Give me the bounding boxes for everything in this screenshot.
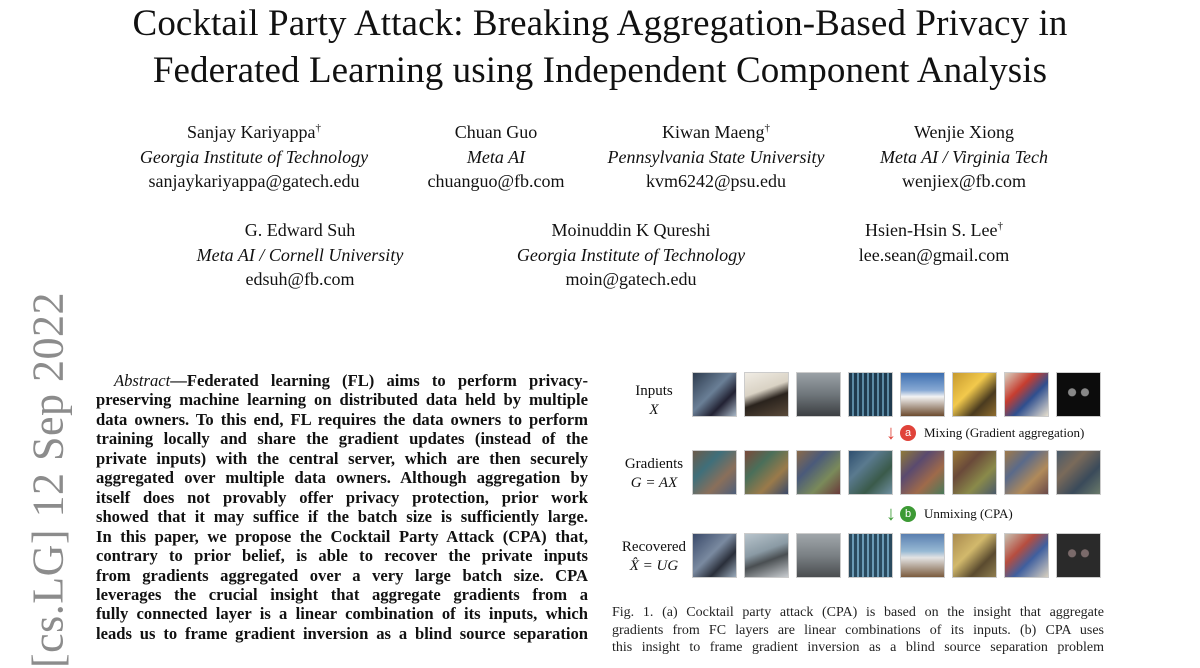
recovered-image-thumbnail [744,533,789,578]
abstract-line: contrary to prior belief, is able to recover the private inputs [96,546,588,566]
recovered-image-thumbnail [952,533,997,578]
figure-step-unmixing [886,504,1013,524]
caption-line: gradients from FC layers are linear combinations of its inputs. (b) CPA uses [612,622,1104,638]
author-name: Moinuddin K Qureshi [551,220,711,240]
input-image-thumbnail [952,372,997,417]
author-affiliation: Meta AI [466,146,526,167]
input-image-thumbnail [692,372,737,417]
abstract-lead: Abstract [114,371,171,390]
arrow-down-icon: ↓ [886,503,896,525]
author-name: Hsien-Hsin S. Lee [865,220,998,240]
author-mark: † [764,122,770,134]
author-email: edsuh@fb.com [245,269,355,289]
input-image-thumbnail [744,372,789,417]
author-name: Sanjay Kariyappa [187,122,316,142]
input-image-thumbnail [1004,372,1049,417]
paper-title [0,0,1200,94]
abstract-line: from gradients aggregated over a very large batch size. CPA [96,565,588,585]
author-block-5 [172,218,428,292]
author-name: Chuan Guo [454,122,538,142]
gradient-image-thumbnail [1056,450,1101,495]
abstract-line: In this paper, we propose the Cocktail Party Attack (CPA) that, [96,526,588,546]
author-block-7 [832,218,1036,267]
author-block-1 [126,120,382,194]
author-name: G. Edward Suh [244,220,356,240]
gradient-image-thumbnail [900,450,945,495]
author-affiliation: Pennsylvania State University [607,146,825,167]
caption-line: this insight to frame gradient inversion as a blind source separation problem [612,640,1104,655]
abstract-line: training locally and share the gradient updates (instead of the [96,429,588,449]
gradient-image-thumbnail [692,450,737,495]
figure-row-label-gradients: Gradients G = AX [624,456,684,491]
abstract-line: leads us to frame gradient inversion as a blind source separation [96,623,588,643]
author-block-2 [406,120,586,194]
input-image-thumbnail [796,372,841,417]
author-email: moin@gatech.edu [565,269,697,289]
input-image-thumbnail [1056,372,1101,417]
abstract-line: leverages the crucial insight that aggregate gradients from a [96,584,588,604]
abstract-line: fully connected layer is a linear combination of its inputs, which [96,604,588,624]
abstract [96,371,588,643]
recovered-image-thumbnail [900,533,945,578]
author-affiliation: Georgia Institute of Technology [516,244,746,265]
step-badge-b: b [900,506,916,522]
figure-step-mixing [886,423,1084,443]
caption-line: Fig. 1. (a) Cocktail party attack (CPA) is based on the insight that aggregate [612,605,1104,620]
author-block-6 [498,218,764,292]
recovered-image-thumbnail [796,533,841,578]
author-block-3 [594,120,838,194]
arxiv-stamp: [cs.LG] 12 Sep 2022 [23,291,73,668]
author-affiliation: Meta AI / Cornell University [196,244,404,265]
author-mark: † [997,220,1003,232]
figure-row-label-inputs: Inputs X [635,383,673,418]
abstract-line-1: Abstract—Federated learning (FL) aims to perform privacy- [114,371,588,390]
recovered-image-thumbnail [848,533,893,578]
author-affiliation: Georgia Institute of Technology [139,146,369,167]
abstract-line: showed that it may suffice if the batch size is sufficiently large. [96,507,588,527]
arrow-down-icon: ↓ [886,422,896,444]
author-email: chuanguo@fb.com [427,171,565,191]
abstract-line: itself does not provably offer privacy protection, prior work [96,487,588,507]
step-badge-a: a [900,425,916,441]
gradient-image-thumbnail [952,450,997,495]
abstract-line: private inputs) with the central server, which are then securely [96,448,588,468]
gradient-image-thumbnail [848,450,893,495]
input-image-thumbnail [900,372,945,417]
figure-row-label-recovered: Recovered X̂ = UG [621,539,687,574]
gradient-image-thumbnail [744,450,789,495]
author-email: lee.sean@gmail.com [858,244,1010,265]
step-label: Mixing (Gradient aggregation) [924,425,1085,440]
author-block-4 [852,120,1076,194]
author-name: Wenjie Xiong [913,122,1015,142]
author-mark: † [315,122,321,134]
author-email: kvm6242@psu.edu [645,171,787,191]
recovered-image-thumbnail [692,533,737,578]
recovered-image-thumbnail [1004,533,1049,578]
author-email: sanjaykariyappa@gatech.edu [148,171,360,191]
author-email: wenjiex@fb.com [901,171,1027,191]
figure-caption [612,604,1104,657]
abstract-line: data owners. To this end, FL requires the data owners to perform [96,409,588,429]
step-label: Unmixing (CPA) [924,506,1013,521]
author-affiliation: Meta AI / Virginia Tech [880,146,1048,167]
abstract-line: preserving machine learning on distributed data held by multiple [96,390,588,410]
recovered-image-thumbnail [1056,533,1101,578]
gradient-image-thumbnail [1004,450,1049,495]
title-line-1: Cocktail Party Attack: Breaking Aggregation-Based Privacy in [132,3,1068,44]
input-image-thumbnail [848,372,893,417]
abstract-line: aggregated over multiple data owners. Although aggregation by [96,468,588,488]
gradient-image-thumbnail [796,450,841,495]
title-line-2: Federated Learning using Independent Component Analysis [152,50,1048,91]
author-name: Kiwan Maeng [662,122,765,142]
